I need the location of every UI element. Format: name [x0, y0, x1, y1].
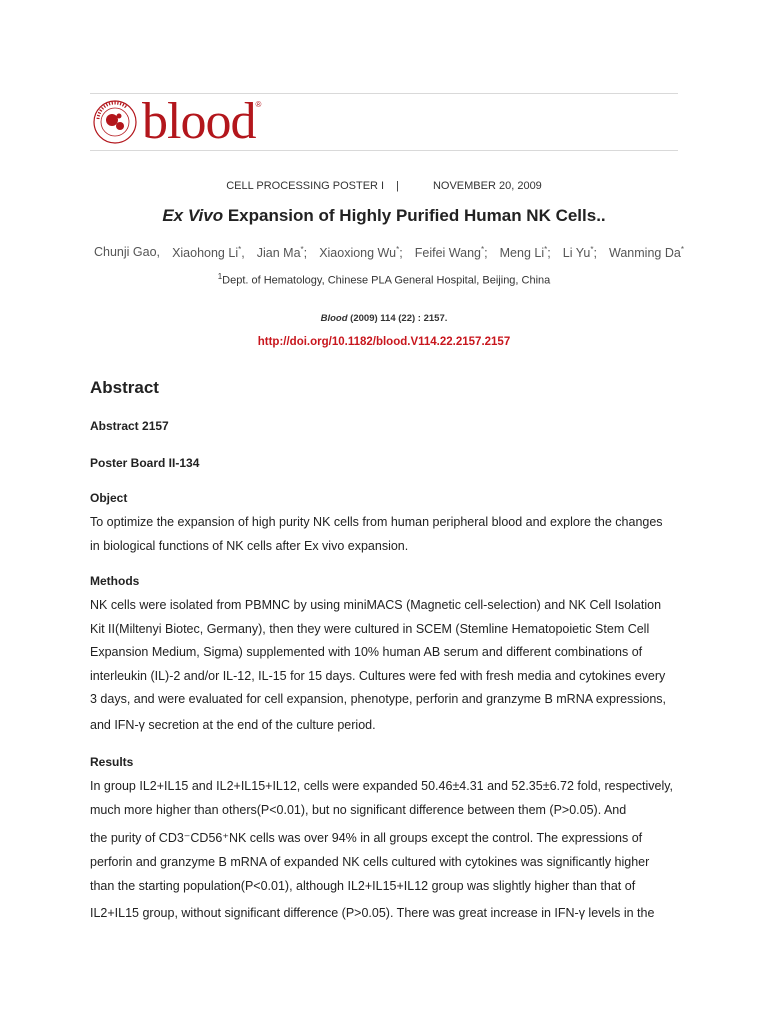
author-name[interactable]: Xiaohong Li*,: [172, 245, 245, 261]
poster-board: Poster Board II-134: [90, 456, 200, 470]
author-name[interactable]: Li Yu*;: [562, 245, 597, 261]
author-list: [94, 245, 684, 260]
abstract-number: Abstract 2157: [90, 419, 169, 433]
author-name[interactable]: Feifei Wang*;: [414, 245, 488, 261]
author-name[interactable]: Xiaoxiong Wu*;: [319, 245, 403, 261]
ash-seal-icon: [92, 99, 138, 145]
brand-name: blood: [142, 93, 256, 150]
object-heading: Object: [90, 491, 128, 505]
author-name[interactable]: Chunji Gao,: [94, 245, 161, 259]
author-name[interactable]: Jian Ma*;: [256, 245, 308, 261]
abstract-heading: Abstract: [90, 378, 159, 397]
author-name[interactable]: Meng Li*;: [499, 245, 551, 261]
article-meta: [0, 180, 768, 192]
article-title: [0, 206, 768, 226]
meta-separator: |: [396, 180, 399, 192]
header-bottom-rule: [90, 150, 678, 151]
doi-link[interactable]: http://doi.org/10.1182/blood.V114.22.2157.2157: [257, 336, 511, 348]
article-category[interactable]: CELL PROCESSING POSTER I: [226, 180, 385, 192]
methods-heading: Methods: [90, 574, 140, 588]
affiliation: [0, 272, 768, 287]
registered-mark: ®: [255, 100, 262, 109]
citation: [0, 313, 768, 324]
article-date: NOVEMBER 20, 2009: [432, 180, 542, 192]
citation-details: (2009) 114 (22) : 2157.: [347, 313, 448, 324]
citation-journal: Blood: [320, 313, 348, 324]
affiliation-text: Dept. of Hematology, Chinese PLA General Hospital, Beijing, China: [222, 274, 551, 287]
blood-logo[interactable]: [92, 93, 262, 150]
affiliation-marker: 1: [217, 272, 223, 281]
author-name[interactable]: Wanming Da*: [609, 245, 684, 261]
results-heading: Results: [90, 755, 134, 769]
title-italic-prefix: Ex Vivo: [162, 206, 224, 225]
title-rest: Expansion of Highly Purified Human NK Cells..: [223, 206, 606, 225]
